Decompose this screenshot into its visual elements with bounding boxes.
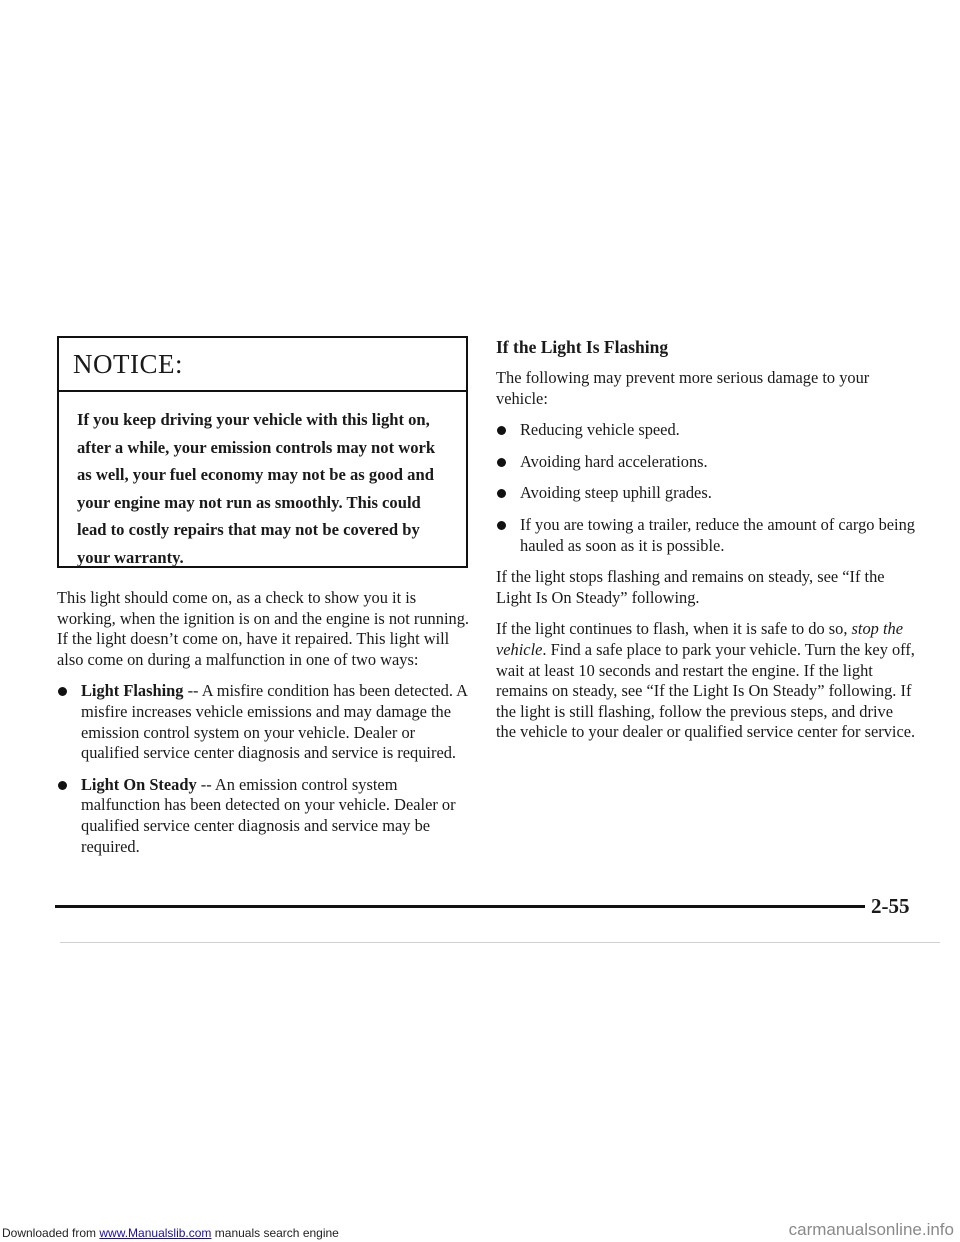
bullet-text: -- A misfire condition has been detected. A misfire increases vehicle emissions and may damage the emission control system on your vehicle. Dealer or qualified service center diagnosis and service is required. bbox=[81, 681, 468, 763]
paragraph-text: If the light continues to flash, when it is safe to do so, bbox=[496, 619, 852, 639]
list-item bbox=[496, 483, 916, 504]
divider bbox=[60, 942, 940, 943]
notice-body: If you keep driving your vehicle with this light on, after a while, your emission controls may not work as well, your fuel economy may not be as good and your engine may not run as smoothly. This could lead to costly repairs that may not be covered by your warranty. bbox=[77, 410, 436, 567]
right-paragraph-1: If the light stops flashing and remains on steady, see “If the Light Is On Steady” following. bbox=[496, 567, 885, 607]
notice-title: NOTICE: bbox=[73, 348, 183, 379]
bullet-light-flashing bbox=[57, 681, 472, 763]
list-item-text: If you are towing a trailer, reduce the amount of cargo being hauled as soon as it is possible. bbox=[520, 514, 915, 555]
paragraph-text: . Find a safe place to park your vehicle. Turn the key off, wait at least 10 seconds and restart the engine. If the light remains on steady, see “If the Light Is On Steady” following. If the light is still flashing, follow the previous steps, and drive the vehicle to your dealer or qualified service center for service. bbox=[496, 639, 916, 742]
list-item bbox=[496, 452, 916, 473]
download-prefix: Downloaded from bbox=[2, 1226, 100, 1240]
bullet-dot-icon bbox=[58, 687, 67, 696]
section-heading: If the Light Is Flashing bbox=[496, 337, 669, 357]
download-line bbox=[2, 1226, 339, 1240]
list-item-text: Avoiding steep uphill grades. bbox=[520, 483, 712, 503]
manualslib-link[interactable]: www.Manualslib.com bbox=[99, 1226, 212, 1240]
bullet-dot-icon bbox=[497, 521, 506, 530]
bullet-dot-icon bbox=[497, 458, 506, 467]
bullet-dot-icon bbox=[58, 781, 67, 790]
notice-box bbox=[57, 336, 468, 568]
left-column bbox=[57, 336, 472, 857]
list-item bbox=[496, 515, 916, 556]
list-item-text: Avoiding hard accelerations. bbox=[520, 451, 708, 471]
bullet-text: -- An emission control system malfunction has been detected on your vehicle. Dealer or qualified service center diagnosis and service may be required. bbox=[81, 774, 456, 856]
left-intro-paragraph: This light should come on, as a check to show you it is working, when the ignition is on and the engine is not running. If the light doesn’t come on, have it repaired. This light will also come on during a malfunction in one of two ways: bbox=[57, 588, 469, 669]
right-paragraph-2 bbox=[496, 619, 916, 743]
footer-rule bbox=[55, 905, 865, 908]
notice-header bbox=[59, 338, 466, 392]
list-item bbox=[496, 420, 916, 441]
download-suffix: manuals search engine bbox=[211, 1226, 339, 1240]
watermark: carmanualsonline.info bbox=[788, 1220, 954, 1239]
bullet-term: Light On Steady bbox=[81, 774, 197, 794]
right-intro-paragraph: The following may prevent more serious damage to your vehicle: bbox=[496, 368, 870, 408]
list-item-text: Reducing vehicle speed. bbox=[520, 420, 680, 440]
bullet-light-on-steady bbox=[57, 775, 472, 857]
page-number: 2-55 bbox=[871, 894, 910, 918]
bullet-dot-icon bbox=[497, 489, 506, 498]
bullet-dot-icon bbox=[497, 426, 506, 435]
emphasis-text: stop the vehicle bbox=[496, 619, 903, 659]
bullet-term: Light Flashing bbox=[81, 681, 184, 701]
right-column bbox=[496, 336, 916, 743]
